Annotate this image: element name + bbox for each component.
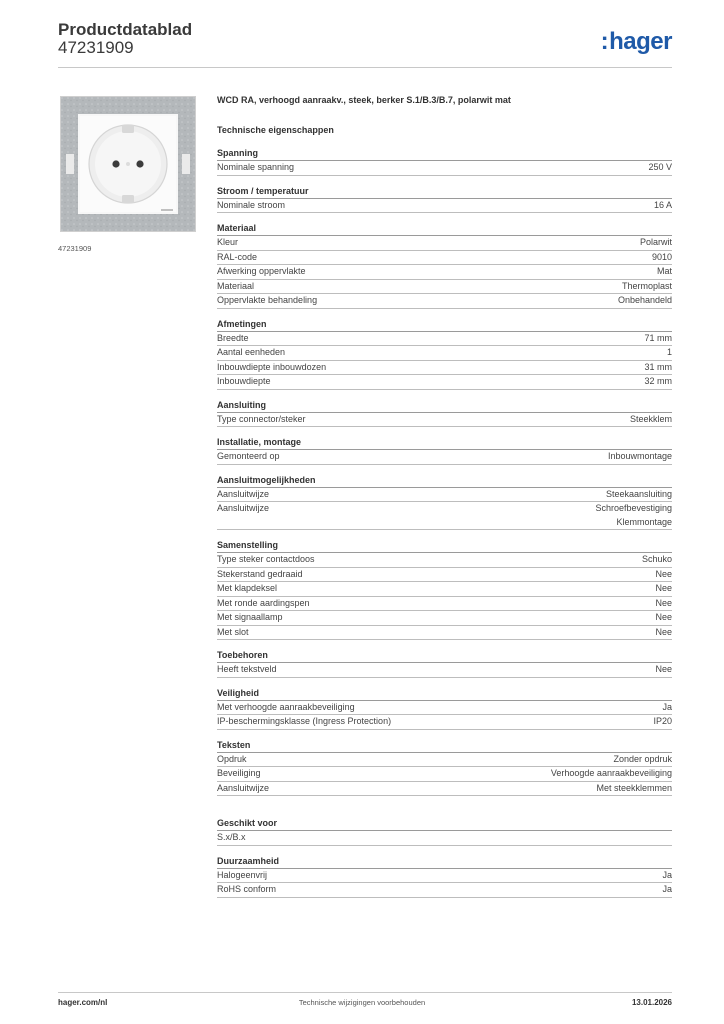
spec-value bbox=[306, 413, 672, 427]
spec-value-line: Polarwit bbox=[639, 237, 672, 247]
spec-label: Gemonteerd op bbox=[217, 451, 280, 461]
spec-label: Breedte bbox=[217, 332, 249, 343]
spec-value-line: 250 V bbox=[648, 162, 672, 172]
document-number: 47231909 bbox=[58, 38, 134, 57]
product-image bbox=[60, 96, 196, 232]
spec-section bbox=[217, 475, 672, 531]
spec-section bbox=[217, 540, 672, 640]
footer-divider bbox=[58, 992, 672, 993]
spec-value-line: Steekklem bbox=[629, 413, 672, 424]
spec-value bbox=[249, 626, 672, 640]
spec-value-line: Mat bbox=[656, 266, 672, 276]
spec-label: Type connector/steker bbox=[217, 413, 306, 424]
spec-row bbox=[217, 582, 672, 597]
spec-row bbox=[217, 251, 672, 266]
spec-label: Inbouwdiepte inbouwdozen bbox=[217, 361, 327, 372]
spec-row bbox=[217, 715, 672, 730]
spec-value-line: Ja bbox=[662, 884, 672, 894]
spec-value-line: 32 mm bbox=[644, 376, 672, 386]
spec-section bbox=[217, 223, 672, 309]
spec-row bbox=[217, 553, 672, 568]
spec-row bbox=[217, 767, 672, 782]
spec-row bbox=[217, 294, 672, 309]
spec-value bbox=[257, 251, 672, 265]
spec-row bbox=[217, 701, 672, 716]
spec-label: Met ronde aardingspen bbox=[217, 597, 310, 608]
spec-value-line: Klemmontage bbox=[616, 516, 672, 527]
spec-value bbox=[271, 375, 672, 389]
spec-value bbox=[315, 553, 672, 567]
spec-value-line: 31 mm bbox=[644, 361, 672, 372]
spec-row bbox=[217, 346, 672, 361]
spec-row bbox=[217, 611, 672, 626]
spec-value bbox=[277, 582, 672, 596]
spec-value bbox=[310, 597, 672, 611]
spec-value-line: Nee bbox=[655, 664, 672, 674]
header-divider bbox=[58, 67, 672, 68]
spec-label: Aansluitwijze bbox=[217, 782, 270, 793]
spec-label: Materiaal bbox=[217, 280, 255, 291]
spec-value-line: Zonder opdruk bbox=[613, 753, 672, 764]
spec-value bbox=[317, 294, 672, 308]
spec-row bbox=[217, 361, 672, 376]
spec-label: Nominale stroom bbox=[217, 199, 286, 210]
spec-row bbox=[217, 280, 672, 295]
spec-value-line: Verhoogde aanraakbeveiliging bbox=[550, 768, 672, 778]
spec-label: Met klapdeksel bbox=[217, 583, 278, 593]
footer-website: hager.com/nl bbox=[58, 998, 108, 1007]
spec-value bbox=[276, 883, 672, 897]
section-title: Geschikt voor bbox=[217, 818, 672, 831]
spec-section bbox=[217, 319, 672, 390]
spec-row bbox=[217, 597, 672, 612]
spec-value bbox=[285, 346, 672, 360]
spec-value bbox=[261, 767, 672, 781]
spec-label: Beveiliging bbox=[217, 768, 261, 778]
spec-value-line: Ja bbox=[662, 701, 672, 712]
spec-value-line: Nee bbox=[655, 626, 672, 637]
spec-label: S.x/B.x bbox=[217, 832, 246, 842]
spec-label: Stekerstand gedraaid bbox=[217, 568, 303, 579]
spec-value bbox=[285, 199, 672, 213]
spec-row bbox=[217, 753, 672, 768]
spec-value-line: Nee bbox=[655, 583, 672, 593]
spec-label: RoHS conform bbox=[217, 884, 277, 894]
spec-row bbox=[217, 450, 672, 465]
logo-text: hager bbox=[609, 28, 672, 55]
spec-row bbox=[217, 199, 672, 214]
spec-value-line: Schroefbevestiging bbox=[595, 503, 672, 513]
spec-section bbox=[217, 437, 672, 465]
spec-value-line: Onbehandeld bbox=[617, 295, 672, 305]
section-title: Teksten bbox=[217, 740, 672, 753]
spec-content bbox=[217, 95, 672, 908]
section-title: Veiligheid bbox=[217, 688, 672, 701]
spec-value bbox=[254, 280, 672, 294]
spec-label: Met slot bbox=[217, 626, 249, 637]
spec-row bbox=[217, 831, 672, 846]
spec-section bbox=[217, 186, 672, 214]
spec-row bbox=[217, 502, 672, 530]
spec-label: Halogeenvrij bbox=[217, 869, 268, 880]
spec-row bbox=[217, 375, 672, 390]
section-title: Duurzaamheid bbox=[217, 856, 672, 869]
spec-section bbox=[217, 688, 672, 730]
footer-date: 13.01.2026 bbox=[631, 998, 672, 1007]
spec-section bbox=[217, 740, 672, 797]
spec-label: Afwerking oppervlakte bbox=[217, 266, 306, 276]
spec-value bbox=[277, 663, 672, 677]
spec-value bbox=[294, 161, 672, 175]
spec-row bbox=[217, 883, 672, 898]
spec-value-line: 1 bbox=[666, 347, 672, 357]
spec-label: Inbouwdiepte bbox=[217, 376, 271, 386]
spec-value bbox=[269, 488, 672, 502]
section-title: Installatie, montage bbox=[217, 437, 672, 450]
spec-label: Oppervlakte behandeling bbox=[217, 295, 318, 305]
spec-row bbox=[217, 236, 672, 251]
spec-value bbox=[391, 715, 672, 729]
spec-label: Met verhoogde aanraakbeveiliging bbox=[217, 701, 355, 712]
spec-row bbox=[217, 413, 672, 428]
spec-label: Met signaallamp bbox=[217, 612, 283, 622]
section-title: Materiaal bbox=[217, 223, 672, 236]
spec-section bbox=[217, 400, 672, 428]
socket-outlet-icon bbox=[61, 97, 195, 231]
spec-value-line: Schuko bbox=[641, 554, 672, 564]
spec-value bbox=[238, 236, 672, 250]
spec-value bbox=[306, 265, 672, 279]
spec-value bbox=[280, 450, 672, 464]
spec-label: Aansluitwijze bbox=[217, 488, 270, 499]
spec-value-line: 9010 bbox=[651, 251, 672, 262]
hager-logo bbox=[601, 28, 672, 56]
spec-row bbox=[217, 265, 672, 280]
spec-row bbox=[217, 782, 672, 797]
spec-value-line: Nee bbox=[655, 568, 672, 579]
spec-value-line: 16 A bbox=[653, 199, 672, 210]
spec-value bbox=[269, 782, 672, 796]
spec-value-line: Thermoplast bbox=[621, 280, 672, 291]
page-title: Productdatablad bbox=[58, 20, 193, 39]
spec-value-line: IP20 bbox=[653, 716, 672, 726]
spec-section bbox=[217, 856, 672, 898]
spec-section bbox=[217, 650, 672, 678]
spec-row bbox=[217, 663, 672, 678]
product-name: WCD RA, verhoogd aanraakv., steek, berker S.1/B.3/B.7, polarwit mat bbox=[217, 95, 511, 105]
spec-row bbox=[217, 626, 672, 641]
section-title: Stroom / temperatuur bbox=[217, 186, 672, 199]
section-title: Aansluitmogelijkheden bbox=[217, 475, 672, 488]
spec-value bbox=[355, 701, 672, 715]
spec-value-line: Steekaansluiting bbox=[605, 488, 672, 499]
technical-properties-heading: Technische eigenschappen bbox=[217, 125, 334, 135]
spec-row bbox=[217, 568, 672, 583]
spec-section bbox=[217, 148, 672, 176]
spec-value bbox=[249, 332, 672, 346]
spec-label: RAL-code bbox=[217, 251, 258, 262]
spec-value bbox=[283, 611, 672, 625]
spec-value-line: Ja bbox=[662, 869, 672, 880]
spec-label: Type steker contactdoos bbox=[217, 554, 315, 564]
spec-label: Nominale spanning bbox=[217, 162, 295, 172]
spec-label: IP-beschermingsklasse (Ingress Protection) bbox=[217, 716, 392, 726]
spec-label: Aansluitwijze bbox=[217, 503, 270, 513]
spec-section bbox=[217, 818, 672, 846]
spec-value bbox=[247, 753, 672, 767]
spec-row bbox=[217, 869, 672, 884]
section-title: Samenstelling bbox=[217, 540, 672, 553]
spec-label: Aantal eenheden bbox=[217, 347, 286, 357]
spec-value-line: Met steekklemmen bbox=[596, 782, 672, 793]
spec-row bbox=[217, 161, 672, 176]
spec-value bbox=[267, 869, 672, 883]
section-title: Spanning bbox=[217, 148, 672, 161]
spec-row bbox=[217, 488, 672, 503]
image-caption: 47231909 bbox=[58, 244, 92, 253]
footer-disclaimer: Technische wijzigingen voorbehouden bbox=[298, 998, 426, 1007]
spec-value-line: 71 mm bbox=[644, 332, 672, 343]
spec-label: Kleur bbox=[217, 237, 239, 247]
spec-value-line: Inbouwmontage bbox=[607, 451, 672, 461]
spec-value bbox=[303, 568, 672, 582]
spec-value-line: Nee bbox=[655, 612, 672, 622]
section-title: Afmetingen bbox=[217, 319, 672, 332]
spec-value bbox=[269, 502, 672, 529]
spec-label: Opdruk bbox=[217, 753, 247, 764]
spec-value-line: Nee bbox=[655, 597, 672, 608]
spec-row bbox=[217, 332, 672, 347]
logo-colon-icon: : bbox=[600, 28, 609, 55]
spec-label: Heeft tekstveld bbox=[217, 664, 277, 674]
section-title: Aansluiting bbox=[217, 400, 672, 413]
spec-sections bbox=[217, 148, 672, 898]
spec-value bbox=[326, 361, 672, 375]
section-title: Toebehoren bbox=[217, 650, 672, 663]
